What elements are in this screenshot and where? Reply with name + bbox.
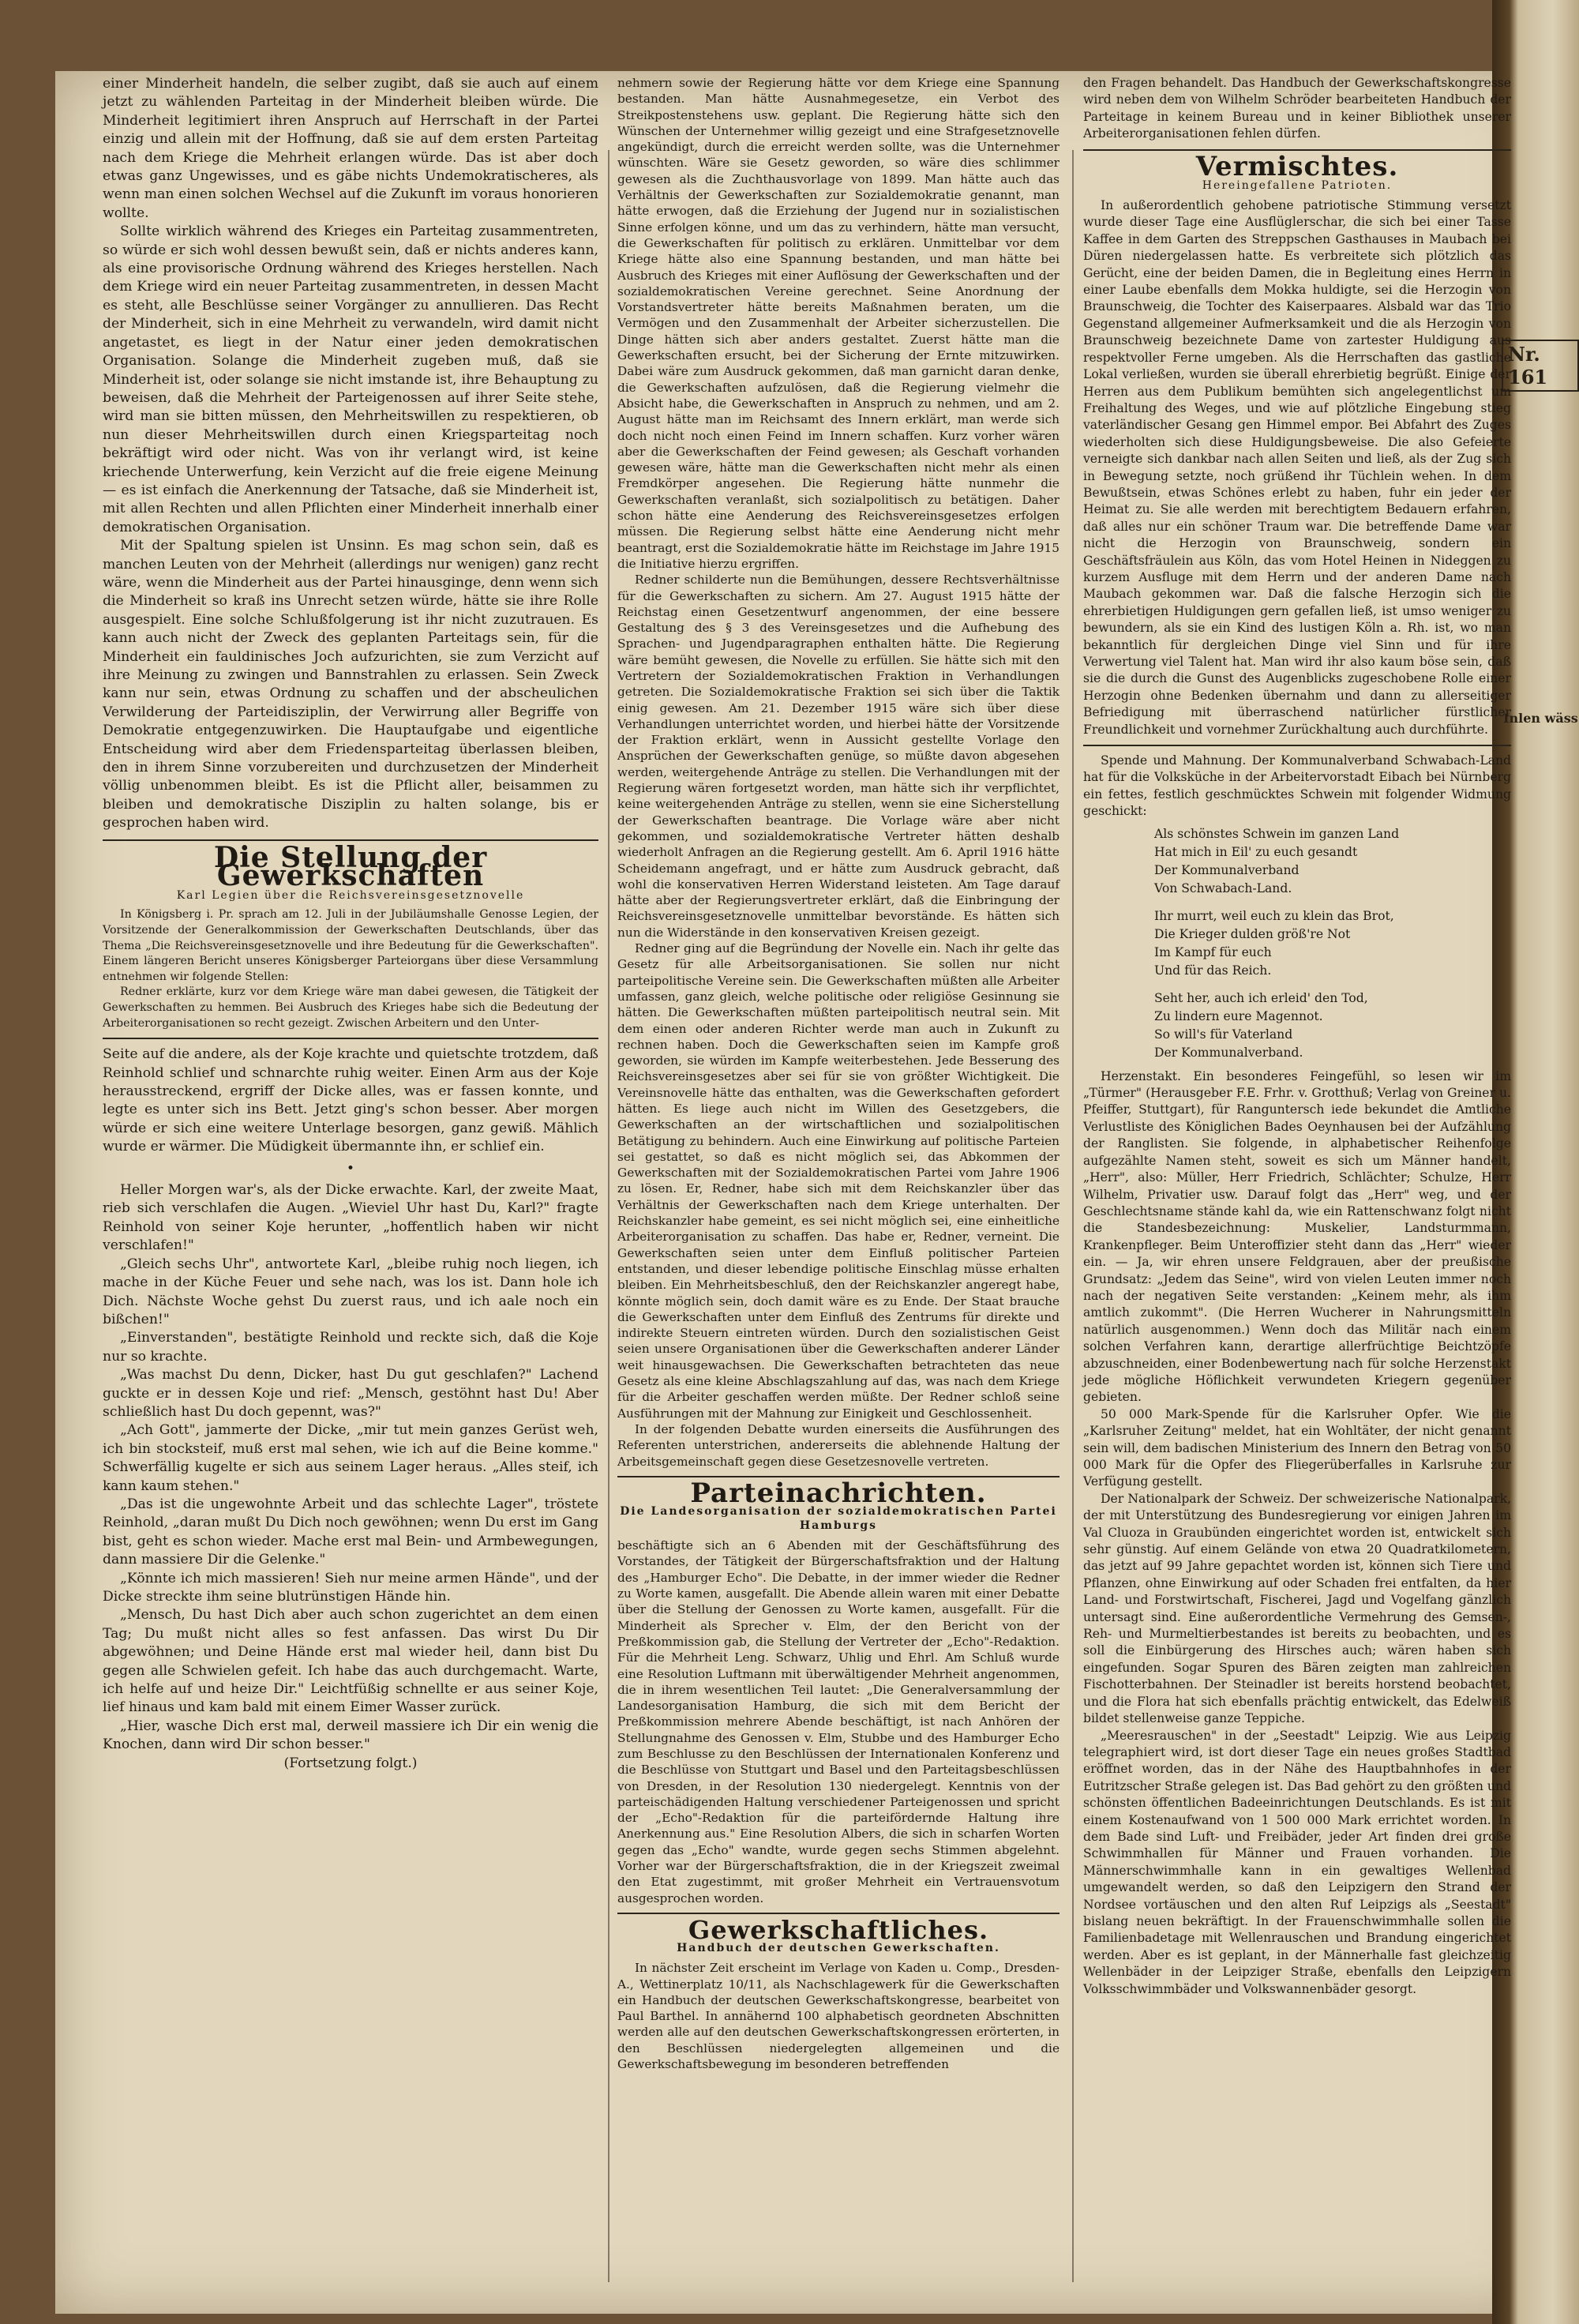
- poem-line: Ihr murrt, weil euch zu klein das Brot,: [1154, 908, 1394, 923]
- poem-line: Zu lindern eure Magennot.: [1154, 1008, 1323, 1023]
- poem-line: Der Kommunalverband.: [1154, 1045, 1303, 1060]
- poem-line: Als schönstes Schwein im ganzen Land: [1154, 826, 1400, 841]
- poem: [1083, 825, 1511, 1062]
- article-paragraph: Der Nationalpark der Schweiz. Der schweizerische Nationalpark, der mit Unterstützung des Bundesregierung vor einigen Jahren im Val Cluoza in Graubünden eingerichtet worden ist, entwickelt sich sehr günstig. Auf einem Gelände von etwa 20 Quadratkilometern, das jetzt auf 99 Jahre gepachtet worden ist, können sich Tiere und Pflanzen, ohne Einwirkung auf oder Schaden frei entfalten, da hier Land- und Forstwirtschaft, Fischerei, Jagd und Vogelfang gänzlich untersagt sind. Eine außerordentliche Vermehrung des Gemsen-, Reh- und Murmeltierbestandes ist bereits zu beobachten, und es soll die Einbürgerung des Hirsches auch; wären haben sich eingefunden. Sogar Spuren des Bären zeigten man zahlreichen Fischotterbahnen. Der Steinadler ist bereits horstend beobachtet, und die Flora hat sich ebenfalls prächtig entwickelt, das Edelweiß bildet stellenweise ganze Teppiche.: [1083, 1491, 1511, 1726]
- column-1: [103, 75, 598, 1773]
- novel-paragraph: „Mensch, Du hast Dich aber auch schon zugerichtet an dem einen Tag; Du mußt nicht alles so fest anfassen. Das wirst Du Dir abgewöhnen; und Deine Hände erst mal wieder heil, dann bist Du gegen alle Schwielen gefeit. Ich habe das auch durchgemacht. Warte, ich helfe auf und heize Dir." Leichtfüßig schnellte er aus seiner Koje, lief hinaus und kam bald mit einem Eimer Wasser zurück.: [103, 1607, 598, 1716]
- article-paragraph: In nächster Zeit erscheint im Verlage von Kaden u. Comp., Dresden-A., Wettinerplatz 10/11, als Nachschlagewerk für die Gewerkschaften ein Handbuch der deutschen Gewerkschaftskongresse, bearbeitet von Paul Barthel. In annähernd 100 alphabetisch geordneten Abschnitten werden alle auf den deutschen Gewerkschaftskongressen erörterten, in den Beschlüssen niedergelegten allgemeinen und die Gewerkschaftsbewegung im besonderen betreffenden: [617, 1961, 1060, 2072]
- edge-headline-fragment: Inlen wäss: [1503, 711, 1578, 726]
- novel-paragraph: „Was machst Du denn, Dicker, hast Du gut geschlafen?" Lachend guckte er in dessen Koje und rief: „Mensch, gestöhnt hast Du! Aber schließlich hast Du doch gepennt, was?": [103, 1367, 598, 1420]
- divider: [103, 1038, 598, 1039]
- article-paragraph: Redner schilderte nun die Bemühungen, dessere Rechtsverhältnisse für die Gewerkschaften zu sichern. Am 27. August 1915 hätte der Reichstag einen Gesetzentwurf angenommen, der eine bessere Gestaltung des § 3 des Vereinsgesetzes und die Aufhebung des Sprachen- und Jugendparagraphen enthalten hätte. Die Regierung wäre bemüht gewesen, die Novelle zu erfüllen. Sie hätte sich mit den Vertretern der Sozialdemokratischen Fraktion in Verhandlungen getreten. Die Sozialdemokratische Fraktion sei sich über die Taktik einig gewesen. Am 21. Dezember 1915 wäre sich über diese Verhandlungen unterrichtet worden, und hierbei hätte der Vorsitzende der Fraktion erklärt, wenn in Aussicht gestellte Vorlage den Ansprüchen der Gewerkschaften genüge, so müßte davon abgesehen werden, weitergehende Anträge zu stellen. Die Verhandlungen mit der Regierung wären fortgesetzt worden, man hätte sich ihr verpflichtet, keine weitergehenden Anträge zu stellen, wenn sie eine Sicherstellung der Gewerkschaften beantrage. Die Vorlage wäre aber nicht gekommen, und sozialdemokratische Vertreter hätten deshalb wiederholt Anfragen an die Regierung gestellt. Am 6. April 1916 hätte Scheidemann angefragt, und er hätte zum Ausdruck gebracht, daß wohl die konservativen Herren Widerstand leisteten. Am Tage darauf hätte aber der Regierungsvertreter erklärt, daß die Einbringung der Reichsvereinsgesetznovelle unmittelbar bevorstände. Es hätten sich nun die Widerstände in den konservativen Kreisen gezeigt.: [617, 573, 1060, 940]
- feuilleton-novel: Seite auf die andere, als der Koje krachte und quietschte trotzdem, daß Reinhold schlief und schnarchte ruhig weiter. Einen Arm aus der Koje herausstreckend, ergriff der Dicke alles, was er fassen konnte, und legte es unter sich ins Bett. Jetzt ging's schon besser. Aber morgen würde er sich eine weitere Unterlage besorgen, ganz gewiß. Mählich wurde er wärmer. Die Müdigkeit übermannte ihn, er schlief ein. • Heller Morgen war's, als der Dicke erwachte. Karl, der zweite Maat, rieb sich verschlafen die Augen. „Wieviel Uhr hast Du, Karl?" fragte Reinhold von seiner Koje herunter, „hoffentlich haben wir nicht verschlafen!" „Gleich sechs Uhr", antwortete Karl, „bleibe ruhig noch liegen, ich mache in der Küche Feuer und sehe nach, was los ist. Dann hole ich Dich. Nächste Woche gehst Du zuerst raus, und ich aale noch ein bißchen!" „Einverstanden", bestätigte Reinhold und reckte sich, daß die Koje nur so krachte. „Was machst Du denn, Dicker, hast Du gut geschlafen?" Lachend guckte er in dessen Koje und rief: „Mensch, gestöhnt hast Du! Aber schließlich hast Du doch gepennt, was?" „Ach Gott", jammerte der Dicke, „mir tut mein ganzes Gerüst weh, ich bin stocksteif, muß erst mal sehen, wie ich auf die Beine komme." Schwerfällig kugelte er sich aus seinem Lager heraus. „Alles steif, ich kann kaum stehen." „Das ist die ungewohnte Arbeit und das schlechte Lager", tröstete Reinhold, „daran mußt Du Dich noch gewöhnen; wenn Du erst im Gang bist, geht es schon wieder. Mache erst mal Bein- und Armbewegungen, dann massiere Dir die Gelenke." „Könnte ich mich massieren! Sieh nur meine armen Hände", und der Dicke streckte ihm seine blutrünstigen Hände hin. „Mensch, Du hast Dich aber auch schon zugerichtet an dem einen Tag; Du mußt nicht alles so fest anfassen. Das wirst Du Dir abgewöhnen; und Deine Hände erst mal wieder heil, dann bist Du gegen alle Schwielen gefeit. Ich habe das auch durchgemacht. Warte, ich helfe auf und heize Dir." Leichtfüßig schnellte er aus seiner Koje, lief hinaus und kam bald mit einem Eimer Wasser zurück. „Hier, wasche Dich erst mal, derweil massiere ich Dir ein wenig die Knochen, dann wird Dir schon besser." (Fortsetzung folgt.): [103, 1046, 598, 1773]
- column-2: [617, 75, 1060, 2072]
- headline-vermischtes: Vermischtes.: [1195, 150, 1399, 182]
- novel-paragraph: „Hier, wasche Dich erst mal, derweil massiere ich Dir ein wenig die Knochen, dann wird Dir schon besser.": [103, 1718, 598, 1753]
- continuation-note: (Fortsetzung folgt.): [283, 1755, 418, 1771]
- article-paragraph: Redner ging auf die Begründung der Novelle ein. Nach ihr gelte das Gesetz für alle Arbeitsorganisationen. Sie sollen nur nicht parteipolitische Vereine sein. Die Gewerkschaften müßten alle Arbeiter umfassen, ganz gleich, welche politische oder religiöse Gesinnung sie hätten. Die Gewerkschaften müßten parteipolitisch neutral sein. Mit dem einen oder anderen Richter werde man auch in Zukunft zu rechnen haben. Doch die Gewerkschaften seien im Kampfe groß geworden, sie würden im Kampfe weiterbestehen. Jede Besserung des Reichsvereinsgesetzes aber sei für sie von größter Wichtigkeit. Die Vereinsnovelle hätte das enthalten, was die Gewerkschaften gefordert hätten. Es liege auch nicht im Willen des Gesetzgebers, die Gewerkschaften an der wirtschaftlichen und sozialpolitischen Betätigung zu behindern. Auch eine Einwirkung auf politische Parteien sei gestattet, so daß es nicht möglich sei, das Abkommen der Gewerkschaften mit der Sozialdemokratischen Partei vom Jahre 1906 zu lösen. Er, Redner, habe sich mit dem Reichskanzler über das Verhältnis der Gewerkschaften nach dem Kriege unterhalten. Der Reichskanzler habe gemeint, es sei nicht möglich sei, eine einheitliche Arbeiterorganisation zu schaffen. Das habe er, Redner, verneint. Die Gewerkschaften seien unter dem Einfluß politischer Parteien entstanden, und dieser lebendige politische Einschlag müsse erhalten bleiben. Ein Mehrheitsbeschluß, den der Reichskanzler angeregt habe, könnte möglich sein, doch damit wäre es zu Ende. Der Staat brauche die Gewerkschaften unter dem Einfluß des Zentrums für direkte und indirekte Steuern eintreten würden. Durch den sozialistischen Geist seien unsere Organisationen über die Gewerkschaften anderer Länder weit hinausgewachsen. Die Gewerkschaften betrachteten das neue Gesetz als eine kleine Abschlagszahlung auf das, was nach dem Kriege für die Arbeiter geschaffen werden müßte. Der Redner schloß seine Ausführungen mit der Mahnung zur Einigkeit und Geschlossenheit.: [617, 941, 1060, 1421]
- subheadline-handbuch: Handbuch der deutschen Gewerkschaften.: [677, 1942, 1000, 1955]
- poem-line: Und für das Reich.: [1154, 963, 1272, 978]
- article-paragraph: „Meeresrauschen" in der „Seestadt" Leipzig. Wie aus Leipzig telegraphiert wird, ist dort dieser Tage ein neues großes Stadtbad eröffnet worden, das in der Nähe des Hauptbahnhofes in der Eutritzscher Straße gelegen ist. Das Bad gehört zu den größten und schönsten öffentlichen Badeeinrichtungen Deutschlands. Es ist mit einem Kostenaufwand von 1 500 000 Mark errichtet worden. In dem Bade sind Luft- und Freibäder, jeder Art finden drei große Schwimmhallen für Männer und Frauen vorhanden. Die Männerschwimmhalle kann in ein gewaltiges Wellenbad umgewandelt werden, so daß den Leipzigern den Strand der Nordsee vortäuschen und den alten Ruf Leipzigs als „Seestadt" bislang neuen bekräftigt. In der Frauenschwimmhalle sollen die Familienbadetage mit Wellenrauschen und Brandung eingerichtet werden. Aber es ist geplant, in der Männerhalle fast gleichzeitig Wellenbäder in der Leipziger Straße, ebenfalls den Leipzigern Volksschwimmbäder und Volkswannenbäder gesorgt.: [1083, 1728, 1511, 1996]
- headline-parteinachrichten: Parteinachrichten.: [690, 1477, 987, 1509]
- novel-paragraph: „Einverstanden", bestätigte Reinhold und reckte sich, daß die Koje nur so krachte.: [103, 1330, 598, 1365]
- article-paragraph: Sollte wirklich während des Krieges ein Parteitag zusammentreten, so würde er sich wohl dessen bewußt sein, daß er nichts anderes kann, als eine provisorische Ordnung während des Krieges herstellen. Nach dem Kriege wird ein neuer Parteitag zusammentreten, in dessen Macht es steht, alle Beschlüsse seiner Vorgänger zu annullieren. Das Recht der Minderheit, sich in eine Mehrheit zu verwandeln, wird damit nicht angetastet, es liegt in der Natur einer jeden demokratischen Organisation. Solange die Minderheit zugeben muß, daß sie Minderheit ist, oder solange sie nicht imstande ist, ihre Behauptung zu beweisen, daß die Mehrheit der Parteigenossen auf ihrer Seite stehe, wird man sie bitten müssen, den Mehrheitswillen zu respektieren, ob nun dieser Mehrheitswillen durch einen Kriegsparteitag noch bekräftigt wird oder nicht. Was von ihr verlangt wird, ist keine kriechende Unterwerfung, kein Verzicht auf die freie eigene Meinung — es ist einfach die Anerkennung der Tatsache, daß sie Minderheit ist, mit allen Rechten und allen Pflichten einer Minderheit innerhalb einer demokratischen Organisation.: [103, 223, 598, 535]
- article-paragraph: 50 000 Mark-Spende für die Karlsruher Opfer. Wie die „Karlsruher Zeitung" meldet, hat ein Wohltäter, der nicht genannt sein will, dem badischen Ministerium des Innern den Betrag von 50 000 Mark für die Opfer des Fliegerüberfalles in Karlsruhe zur Verfügung gestellt.: [1083, 1406, 1511, 1489]
- poem-line: Hat mich in Eil' zu euch gesandt: [1154, 844, 1358, 859]
- article-paragraph: einer Minderheit handeln, die selber zugibt, daß sie auch auf einem jetzt zu wählenden Parteitag in der Minderheit bleiben würde. Die Minderheit legitimiert ihren Anspruch auf Herrschaft in der Partei einzig und allein mit der Hoffnung, daß sie auf dem ersten Parteitag nach dem Kriege die Mehrheit erlangen würde. Das ist aber doch etwas ganz Ungewisses, und es gäbe nichts Undemokratischeres, als wenn man einen solchen Wechsel auf die Zukunft im voraus honorieren wollte.: [103, 76, 598, 221]
- article-paragraph: Mit der Spaltung spielen ist Unsinn. Es mag schon sein, daß es manchen Leuten von der Mehrheit (allerdings nur wenigen) ganz recht wäre, wenn die Minderheit aus der Partei hinausginge, denn wenn sich die Minderheit so kraß ins Unrecht setzen würde, hätte sie ihre Rolle ausgespielt. Eine solche Schlußfolgerung ist ihr nicht zuzutrauen. Es kann auch nicht der Zweck des geplanten Parteitags sein, für die Minderheit ein fauldinisches Joch aufzurichten, sie zum Verzicht auf ihre Meinung zu zwingen und Bannstrahlen zu erlassen. Sein Zweck kann nur sein, etwas Ordnung zu schaffen und der abscheulichen Verwilderung der Parteidisziplin, der Verwirrung aller Begriffe von Demokratie entgegenzuwirken. Die Hauptaufgabe und eigentliche Entscheidung wird aber dem Friedensparteitag überlassen bleiben, den in ihrem Sinne vorzubereiten und durchzusetzen der Minderheit völlig unbenommen bleibt. Es ist die Pflicht aller, beisammen zu bleiben und demokratische Disziplin zu halten solange, bis er gesprochen haben wird.: [103, 538, 598, 832]
- poem-line: Von Schwabach-Land.: [1154, 880, 1292, 895]
- poem-line: So will's für Vaterland: [1154, 1027, 1293, 1042]
- subheadline-hamburg: Die Landesorganisation der sozialdemokratischen Partei Hamburgs: [620, 1505, 1057, 1533]
- article-paragraph: In der folgenden Debatte wurden einerseits die Ausführungen des Referenten unterstrichen, andererseits die ablehnende Haltung der Arbeitsgemeinschaft gegen diese Gesetzesnovelle vertreten.: [617, 1421, 1060, 1469]
- poem-line: Seht her, auch ich erleid' den Tod,: [1154, 990, 1368, 1005]
- article-paragraph: In Königsberg i. Pr. sprach am 12. Juli in der Jubiläumshalle Genosse Legien, der Vorsitzende der Generalkommission der Gewerkschaften Deutschlands, über das Thema „Die Reichsvereinsgesetznovelle und ihre Bedeutung für die Gewerkschaften". Einem längeren Bericht unseres Königsberger Parteiorgans über diese Versammlung entnehmen wir folgende Stellen:: [103, 908, 598, 983]
- article-paragraph: In außerordentlich gehobene patriotische Stimmung versetzt wurde dieser Tage eine Ausflüglerschar, die sich bei einer Tasse Kaffee in dem Garten des Streppschen Gasthauses in Maubach bei Düren niedergelassen hatte. Es verbreitete sich plötzlich das Gerücht, eine der beiden Damen, die in Begleitung eines Herrn in einer Laube ebenfalls dem Mokka huldigte, sei die Herzogin von Braunschweig, die Tochter des Kaiserpaares. Alsbald war das Trio Gegenstand allgemeiner Aufmerksamkeit und die als Herzogin von Braunschweig bezeichnete Dame von zartester Huldigung aus respektvoller Ferne umgeben. Als die Herrschaften das gastliche Lokal verließen, wurden sie überall ehrerbietig begrüßt. Einige der Herren aus dem Publikum bemühten sich angelegentlichst um Freihaltung des Weges, und wie auf plötzliche Eingebung stieg vaterländischer Gesang gen Himmel empor. Bei Abfahrt des Zuges wiederholten sich diese Huldigungsbeweise. Die also Gefeierte verneigte sich dankbar nach allen Seiten und ließ, als der Zug sich in Bewegung setzte, noch grüßend ihr Tüchlein wehen. In dem Bewußtsein, etwas Schönes erlebt zu haben, fuhr ein jeder der Heimat zu. Sie alle werden mit berechtigtem Bedauern erfahren, daß alles nur ein schöner Traum war. Die betreffende Dame war nicht die Herzogin von Braunschweig, sondern ein Geschäftsfräulein aus Köln, das vom Hotel Heinen in Nideggen zu kurzem Ausfluge mit dem Herrn und der anderen Dame nach Maubach gekommen war. Daß die falsche Herzogin sich die ehrerbietigen Huldigungen gern gefallen ließ, ist umso weniger zu bewundern, als sie ein Kind des lustigen Köln a. Rh. ist, wo man bekanntlich für dergleichen Dinge viel Sinn und für ihre Verwertung viel Talent hat. Man wird ihr also kaum böse sein, daß sie die durch die Gunst des Augenblicks zugeschobene Rolle einer Herzogin ohne Bedenken übernahm und dann zu allerseitiger Befriedigung mit überraschend natürlicher fürstlicher Freundlichkeit und vornehmer Zurückhaltung auch durchführte.: [1083, 198, 1511, 737]
- subheadline-legien: Karl Legien über die Reichsvereinsgesetznovelle: [176, 889, 525, 903]
- article-paragraph: den Fragen behandelt. Das Handbuch der Gewerkschaftskongresse wird neben dem von Wilhelm Schröder bearbeiteten Handbuch der Parteitage in keinem Bureau und in keiner Bibliothek unserer Arbeiterorganisationen fehlen dürfen.: [1083, 76, 1511, 141]
- novel-paragraph: „Das ist die ungewohnte Arbeit und das schlechte Lager", tröstete Reinhold, „daran mußt Du Dich noch gewöhnen; wenn Du erst im Gang bist, geht es schon wieder. Mache erst mal Bein- und Armbewegungen, dann massiere Dir die Gelenke.": [103, 1496, 598, 1568]
- divider: [1083, 745, 1511, 746]
- headline-gewerkschaftliches: Gewerkschaftliches.: [688, 1914, 989, 1945]
- headline-gewerkschaften: Die Stellung der Gewerkschaften: [213, 840, 488, 893]
- article-paragraph: Redner erklärte, kurz vor dem Kriege wäre man dabei gewesen, die Tätigkeit der Gewerkschaften zu hemmen. Bei Ausbruch des Krieges habe sich die Bedeutung der Arbeiterorganisationen so recht gezeigt. Zwischen Arbeitern und den Unter-: [103, 986, 598, 1030]
- column-rule-1: [608, 150, 609, 2282]
- novel-paragraph: „Ach Gott", jammerte der Dicke, „mir tut mein ganzes Gerüst weh, ich bin stocksteif, muß erst mal sehen, wie ich auf die Beine komme." Schwerfällig kugelte er sich aus seinem Lager heraus. „Alles steif, ich kann kaum stehen.": [103, 1422, 598, 1494]
- article-paragraph: nehmern sowie der Regierung hätte vor dem Kriege eine Spannung bestanden. Man hätte Ausnahmegesetze, ein Verbot des Streikpostenstehens usw. geplant. Die Regierung hätte sich den Wünschen der Unternehmer willig gezeigt und eine Strafgesetznovelle angekündigt, durch die erreicht werden sollte, was die Unternehmer wünschten. Wäre sie Gesetz geworden, so wäre dies schlimmer gewesen als die Zuchthausvorlage von 1899. Man hätte auch das Verhältnis der Gewerkschaften zur Sozialdemokratie genannt, man hätte erwogen, daß die Erziehung der Jugend nur in sozialistischen Sinne erfolgen könne, und um das zu verhindern, hätte man versucht, die Gewerkschaften für politisch zu erklären. Unmittelbar vor dem Kriege hätte also eine Spannung bestanden, und man hätte bei Ausbruch des Krieges mit einer Auflösung der Gewerkschaften und der sozialdemokratischen Vereine gerechnet. Seine Anordnung der Vorstandsvertreter hätte bereits Maßnahmen beraten, um die Vermögen und den Zusammenhalt der Arbeiter sicherzustellen. Die Dinge hätten sich aber anders gestaltet. Zuerst hätte man die Gewerkschaften ersucht, bei der Sicherung der Ernte mitzuwirken. Dabei wäre zum Ausdruck gekommen, daß man garnicht daran denke, die Gewerkschaften aufzulösen, daß die Regierung vielmehr die Absicht habe, die Gewerkschaften in Anspruch zu nehmen, und am 2. August hätte man im Reichsamt des Innern erklärt, man werde sich doch nicht noch einen Feind im Innern schaffen. Kurz vorher wären aber die Gewerkschaften der Feind gewesen; als Geschaft vorhanden gewesen wäre, hätte man die Gewerkschaften nicht mehr als einen Fremdkörper angesehen. Die Regierung hätte nunmehr die Gewerkschaften veranlaßt, sich sozialpolitisch zu betätigen. Daher schon hätte eine Aenderung des Reichsvereinsgesetzes erfolgen müssen. Die Regierung selbst hätte eine Aenderung nicht mehr beantragt, erst die Sozialdemokratie hätte im Reichstage im Jahre 1915 die Initiative hierzu ergriffen.: [617, 76, 1060, 571]
- article-paragraph: Spende und Mahnung. Der Kommunalverband Schwabach-Land hat für die Volksküche in der Arbeitervorstadt Eibach bei Nürnberg ein fettes, festlich geschmücktes Schwein mit folgender Widmung geschickt:: [1083, 753, 1511, 819]
- article-paragraph: Herzenstakt. Ein besonderes Feingefühl, so lesen wir im „Türmer" (Herausgeber F.E. Frhr. v. Grotthuß; Verlag von Greiner u. Pfeiffer, Stuttgart), für Ranguntersch iede bekundet die Amtliche Verlustliste des Königlichen Bades Oeynhausen bei der Aufzählung der Ranglisten. Sie folgende, in alphabetischer Reihenfolge aufgezählte Namen steht, soweit es sich um Männer handelt, „Herr", also: Müller, Herr Friedrich, Schlächter; Schulze, Herr Wilhelm, Privatier usw. Darauf folgt das „Herr" weg, und der Geschlechtsname stände kahl da, wie ein Rattenschwanz folgt nicht die Standesbezeichnung: Muskelier, Landsturmmann, Krankenpfleger. Beim Unteroffizier steht dann das „Herr" wieder ein. — Ja, wir ehren unsere Feldgrauen, aber der preußische Grundsatz: „Jedem das Seine", wird von vielen Leuten immer noch nach der negativen Seite verstanden: „Keinem mehr, als ihm amtlich zukommt". (Die Herren Wucherer in Nahrungsmitteln natürlich ausgenommen.) Wenn doch das Militär nach einem solchen Verfahren kann, derartige allerfrüchtige Beichtzöpfe abzuschneiden, einer Bodenbewertung nach für solche Herzenstakt jede mögliche Höflichkeit verwundeten Kriegern gegenüber gebieten.: [1083, 1068, 1511, 1405]
- novel-paragraph: Seite auf die andere, als der Koje krachte und quietschte trotzdem, daß Reinhold schlief und schnarchte ruhig weiter. Einen Arm aus der Koje herausstreckend, ergriff der Dicke alles, was er fassen konnte, und legte es unter sich ins Bett. Jetzt ging's schon besser. Aber morgen würde er sich eine weitere Unterlage besorgen, ganz gewiß. Mählich wurde er wärmer. Die Müdigkeit übermannte ihn, er schlief ein.: [103, 1046, 598, 1155]
- column-rule-2: [1072, 150, 1074, 2282]
- issue-number: Nr. 161: [1502, 340, 1579, 392]
- column-3: [1083, 75, 1511, 1998]
- novel-paragraph: Heller Morgen war's, als der Dicke erwachte. Karl, der zweite Maat, rieb sich verschlafen die Augen. „Wieviel Uhr hast Du, Karl?" fragte Reinhold von seiner Koje herunter, „hoffentlich haben wir nicht verschlafen!": [103, 1182, 598, 1254]
- poem-line: Der Kommunalverband: [1154, 862, 1300, 877]
- novel-paragraph: „Könnte ich mich massieren! Sieh nur meine armen Hände", und der Dicke streckte ihm seine blutrünstigen Hände hin.: [103, 1570, 598, 1605]
- article-paragraph: beschäftigte sich an 6 Abenden mit der Geschäftsführung des Vorstandes, der Tätigkeit der Bürgerschaftsfraktion und der Haltung des „Hamburger Echo". Die Debatte, in der immer wieder die Redner zu Worte kamen, ausgefallt. Die Abende allein waren mit einer Debatte über die Stellung der Genossen zu Worte kamen, ausgefallt. Für die Minderheit als Sprecher v. Elm, der den Bericht von der Preßkommission gab, die Stellung der Vertreter der „Echo"-Redaktion. Für die Mehrheit Leng. Schwarz, Uhlig und Ehrl. Am Schluß wurde eine Resolution Luftmann mit überwältigender Mehrheit angenommen, die in ihrem wesentlichen Teil lautet: „Die Generalversammlung der Landesorganisation Hamburg, die sich mit dem Bericht der Preßkommission mehrere Abende beschäftigt, ist nach Anhören der Stellungnahme des Genossen v. Elm, Stubbe und des Hamburger Echo zum Beschlusse zu den Beschlüssen der Internationalen Konferenz und die Beschlüsse von Stuttgart und Basel und den Parteitagsbeschlüssen von Dresden, in der Resolution 130 niedergelegt. Kenntnis von der parteischädigenden Haltung verschiedener Parteigenossen und spricht der „Echo"-Redaktion für die parteifördernde Haltung ihre Anerkennung aus." Eine Resolution Albers, die sich in scharfen Worten gegen das „Echo" wandte, wurde gegen sechs Stimmen abgelehnt. Vorher war der Bürgerschaftsfraktion, die in der Kriegszeit zweimal den Etat zugestimmt, mit großer Mehrheit ein Vertrauensvotum ausgesprochen worden.: [617, 1538, 1060, 1905]
- divider: [617, 1913, 1060, 1914]
- poem-line: Die Krieger dulden größ're Not: [1154, 926, 1351, 941]
- poem-line: Im Kampf für euch: [1154, 944, 1272, 959]
- subheadline-patrioten: Hereingefallene Patrioten.: [1202, 179, 1393, 193]
- novel-paragraph: „Gleich sechs Uhr", antwortete Karl, „bleibe ruhig noch liegen, ich mache in der Küche Feuer und sehe nach, was los ist. Dann hole ich Dich. Nächste Woche gehst Du zuerst raus, und ich aale noch ein bißchen!": [103, 1256, 598, 1327]
